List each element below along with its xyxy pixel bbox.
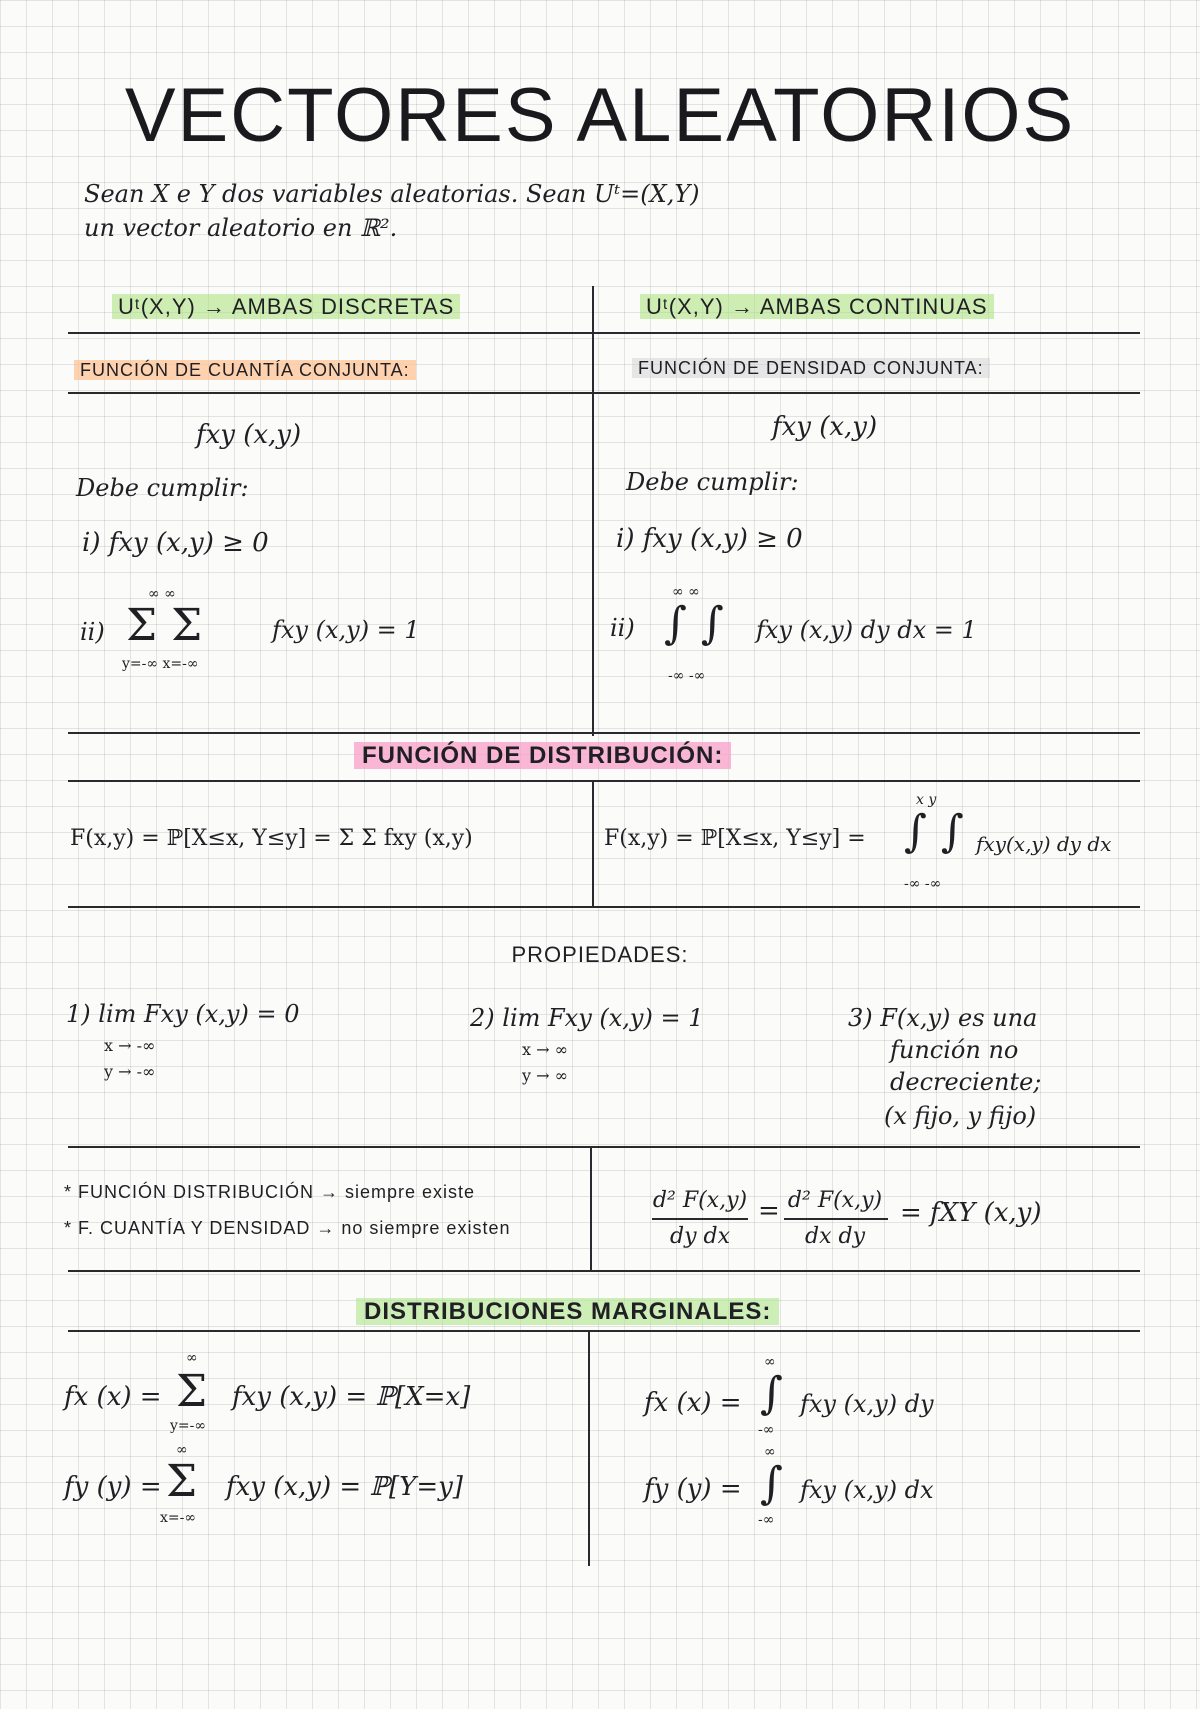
left-function-title	[74, 360, 416, 381]
distribution-left: F(x,y) = ℙ[X≤x, Y≤y] = Σ Σ fxy (x,y)	[70, 826, 473, 851]
marginal-right-1-integral: ∫	[760, 1368, 783, 1419]
intro-line-1: Sean X e Y dos variables aleatorias. Sean Uᵗ=(X,Y)	[84, 180, 700, 208]
divider-after-distribution	[68, 906, 1140, 908]
property-2-sub1: x → ∞	[522, 1040, 568, 1059]
divider-headers	[68, 332, 1140, 334]
note-1: * FUNCIÓN DISTRIBUCIÓN → siempre existe	[64, 1182, 476, 1202]
property-3-line-3: decreciente;	[890, 1068, 1042, 1096]
left-cond2-bottom: y=-∞ x=-∞	[122, 656, 199, 672]
right-function-title	[632, 358, 990, 379]
column-divider-marginals	[588, 1330, 590, 1566]
page-title: VECTORES ALEATORIOS	[124, 73, 1076, 158]
marginal-left-2-top: ∞	[176, 1442, 188, 1458]
distribution-title-text: FUNCIÓN DE DISTRIBUCIÓN:	[354, 742, 731, 769]
marginal-left-2-bottom: x=-∞	[160, 1510, 197, 1526]
marginal-left-1-rhs: fxy (x,y) = ℙ[X=x]	[232, 1382, 471, 1412]
left-function: fxy (x,y)	[196, 420, 302, 450]
marginal-right-2-top: ∞	[764, 1444, 776, 1460]
properties-title: PROPIEDADES:	[511, 942, 689, 967]
property-1-sub1: x → -∞	[104, 1036, 156, 1055]
right-cond2-top: ∞ ∞	[672, 584, 700, 600]
deriv-equals: =	[758, 1196, 780, 1226]
property-2: 2) lim Fxy (x,y) = 1	[470, 1004, 704, 1032]
marginals-title-text: DISTRIBUCIONES MARGINALES:	[356, 1298, 779, 1325]
divider-marginals	[68, 1330, 1140, 1332]
property-3-line-2: función no	[890, 1036, 1019, 1064]
property-3-line-4: (x fijo, y fijo)	[884, 1102, 1037, 1130]
marginal-right-1-top: ∞	[764, 1354, 776, 1370]
marginal-right-2-lhs: fy (y) =	[644, 1474, 742, 1504]
property-1-sub2: y → -∞	[104, 1062, 156, 1081]
note-2: * F. CUANTÍA Y DENSIDAD → no siempre existen	[64, 1218, 511, 1238]
divider-notes-bottom	[68, 1270, 1140, 1272]
marginal-left-1-sigma: Σ	[176, 1366, 208, 1417]
marginal-right-2-integral: ∫	[760, 1458, 783, 1509]
divider-notes-top	[68, 1146, 1140, 1148]
column-divider-distribution	[592, 780, 594, 906]
distribution-right-top: x y	[916, 792, 937, 808]
intro-line-2: un vector aleatorio en ℝ².	[84, 214, 398, 242]
right-header-text: Uᵗ(X,Y) → AMBAS CONTINUAS	[640, 294, 994, 319]
property-2-sub2: y → ∞	[522, 1066, 568, 1085]
distribution-right-expr: fxy(x,y) dy dx	[976, 832, 1112, 856]
right-cond2-integrals: ∫ ∫	[664, 598, 724, 649]
left-cond2-expr: fxy (x,y) = 1	[272, 616, 420, 644]
right-header	[640, 294, 994, 320]
left-cond1: i) fxy (x,y) ≥ 0	[82, 528, 269, 558]
distribution-right-prefix: F(x,y) = ℙ[X≤x, Y≤y] =	[604, 826, 866, 851]
deriv-num-2: d² F(x,y)	[787, 1188, 883, 1213]
right-cond2-expr: fxy (x,y) dy dx = 1	[756, 616, 977, 644]
left-must: Debe cumplir:	[76, 474, 249, 502]
marginal-right-1-lhs: fx (x) =	[644, 1388, 742, 1418]
deriv-den-2: dx dy	[805, 1224, 865, 1249]
left-cond2-label: ii)	[80, 618, 105, 646]
marginals-title	[356, 1298, 779, 1326]
marginal-left-1-top: ∞	[186, 1350, 198, 1366]
divider-distribution	[68, 780, 1140, 782]
right-cond2-bottom: -∞ -∞	[668, 668, 706, 684]
marginal-left-2-lhs: fy (y) =	[64, 1472, 162, 1502]
marginal-right-1-bottom: -∞	[758, 1422, 775, 1438]
distribution-title	[354, 742, 731, 770]
left-cond2-top: ∞ ∞	[148, 586, 176, 602]
left-header	[112, 294, 460, 320]
left-function-title-text: FUNCIÓN DE CUANTÍA CONJUNTA:	[74, 360, 416, 380]
marginal-left-1-bottom: y=-∞	[170, 1418, 207, 1434]
deriv-den-1: dy dx	[670, 1224, 730, 1249]
marginal-right-1-rhs: fxy (x,y) dy	[800, 1390, 934, 1418]
deriv-fraction-bar-2	[784, 1218, 888, 1220]
right-cond2-label: ii)	[610, 614, 635, 642]
marginal-left-2-sigma: Σ	[166, 1456, 198, 1507]
column-divider-notes	[590, 1146, 592, 1270]
left-cond2-sigma: Σ Σ	[126, 600, 203, 651]
deriv-rhs: = fXY (x,y)	[900, 1198, 1042, 1228]
property-3-line-1: 3) F(x,y) es una	[848, 1004, 1038, 1032]
deriv-num-1: d² F(x,y)	[652, 1188, 748, 1213]
column-divider-top	[592, 286, 594, 736]
marginal-right-2-bottom: -∞	[758, 1512, 775, 1528]
right-function-title-text: FUNCIÓN DE DENSIDAD CONJUNTA:	[632, 358, 990, 378]
marginal-left-1-lhs: fx (x) =	[64, 1382, 162, 1412]
right-must: Debe cumplir:	[626, 468, 799, 496]
distribution-right-integrals: ∫ ∫	[904, 806, 964, 857]
deriv-fraction-bar-1	[652, 1218, 748, 1220]
divider-function-titles	[68, 392, 1140, 394]
distribution-right-bottom: -∞ -∞	[904, 876, 942, 892]
property-1: 1) lim Fxy (x,y) = 0	[66, 1000, 300, 1028]
left-header-text: Uᵗ(X,Y) → AMBAS DISCRETAS	[112, 294, 460, 319]
divider-conditions	[68, 732, 1140, 734]
marginal-right-2-rhs: fxy (x,y) dx	[800, 1476, 934, 1504]
marginal-left-2-rhs: fxy (x,y) = ℙ[Y=y]	[226, 1472, 463, 1502]
right-cond1: i) fxy (x,y) ≥ 0	[616, 524, 803, 554]
right-function: fxy (x,y)	[772, 412, 878, 442]
